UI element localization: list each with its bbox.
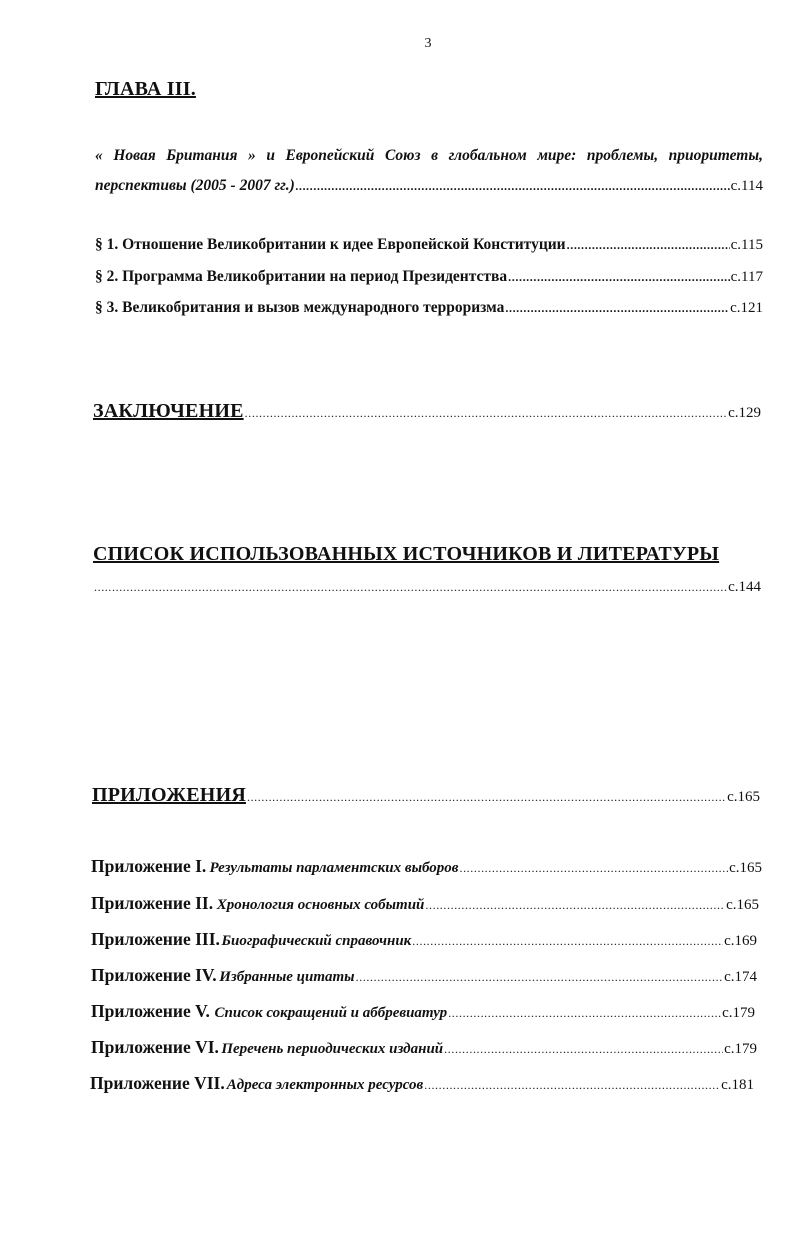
chapter-title-word: Союз <box>384 147 421 164</box>
toc-entry-paragraph-2 <box>95 268 763 286</box>
chapter-title-word: в <box>431 147 439 164</box>
dot-leader <box>567 236 730 254</box>
dot-leader <box>356 968 723 986</box>
dot-leader <box>412 932 723 950</box>
toc-entry-sources <box>93 578 761 596</box>
appendix-title: Результаты парламентских выборов <box>209 860 459 876</box>
appendix-page: с.174 <box>724 969 757 985</box>
appendix-title: Хронология основных событий <box>216 897 425 913</box>
appendix-entry-4 <box>91 965 757 986</box>
conclusion-page: с.129 <box>728 405 761 421</box>
appendix-label: Приложение VI. <box>91 1037 219 1057</box>
toc-entry-appendices <box>92 784 760 807</box>
page-number: 3 <box>424 36 432 51</box>
appendix-title: Биографический справочник <box>221 933 412 949</box>
chapter-title-line2-text: перспективы (2005 - 2007 гг.) <box>95 177 295 194</box>
sources-page: с.144 <box>728 579 761 595</box>
chapter-title-word: Британия <box>166 147 238 164</box>
appendix-title: Перечень периодических изданий <box>221 1041 444 1057</box>
chapter-title-word: глобальном <box>448 147 527 164</box>
appendix-entry-3 <box>91 929 757 950</box>
chapter-title <box>95 141 763 201</box>
appendix-label: Приложение III. <box>91 929 220 949</box>
appendix-page: с.165 <box>726 897 759 913</box>
dot-leader <box>296 171 730 201</box>
dot-leader <box>424 1076 720 1094</box>
toc-entry-paragraph-1 <box>95 236 763 254</box>
appendix-entry-7 <box>90 1073 754 1094</box>
chapter-title-word: « <box>95 147 103 164</box>
dot-leader <box>508 268 729 286</box>
appendix-label: Приложение I. <box>91 856 207 876</box>
appendix-entry-1 <box>91 856 762 877</box>
chapter-title-word: » <box>248 147 256 164</box>
dot-leader <box>505 299 729 317</box>
dot-leader <box>448 1004 721 1022</box>
chapter-title-word: проблемы, <box>586 147 659 164</box>
chapter-title-word: приоритеты, <box>668 147 763 164</box>
appendix-page: с.179 <box>724 1041 757 1057</box>
paragraph-page: с.117 <box>730 269 763 285</box>
dot-leader <box>245 404 727 422</box>
dot-leader <box>425 896 725 914</box>
paragraph-title: § 2. Программа Великобритании на период Президентства <box>95 268 508 285</box>
conclusion-heading: ЗАКЛЮЧЕНИЕ <box>93 400 244 422</box>
appendix-title: Адреса электронных ресурсов <box>226 1077 424 1093</box>
appendices-page: с.165 <box>727 789 760 805</box>
appendix-label: Приложение II. <box>91 893 214 913</box>
appendix-entry-6 <box>91 1037 757 1058</box>
toc-entry-conclusion <box>93 400 761 423</box>
chapter-title-word: и <box>266 147 275 164</box>
chapter-title-line1 <box>95 141 763 171</box>
sources-heading: СПИСОК ИСПОЛЬЗОВАННЫХ ИСТОЧНИКОВ И ЛИТЕРАТУРЫ <box>93 543 720 565</box>
appendix-page: с.179 <box>722 1005 755 1021</box>
chapter-page: с.114 <box>730 178 763 194</box>
dot-leader <box>444 1040 723 1058</box>
chapter-heading: ГЛАВА III. <box>95 78 196 100</box>
dot-leader <box>94 578 727 596</box>
appendices-heading: ПРИЛОЖЕНИЯ <box>92 784 246 806</box>
chapter-title-line2 <box>95 171 763 201</box>
appendix-title: Избранные цитаты <box>219 969 355 985</box>
appendix-page: с.169 <box>724 933 757 949</box>
paragraph-page: с.121 <box>730 300 763 316</box>
appendix-label: Приложение IV. <box>91 965 217 985</box>
paragraph-title: § 3. Великобритания и вызов международного терроризма <box>95 299 505 316</box>
appendix-entry-2 <box>91 893 759 914</box>
toc-entry-paragraph-3 <box>95 299 763 317</box>
appendix-label: Приложение V. <box>91 1001 210 1021</box>
dot-leader <box>459 859 728 877</box>
dot-leader <box>247 788 726 806</box>
appendix-page: с.181 <box>721 1077 754 1093</box>
paragraph-title: § 1. Отношение Великобритании к идее Европейской Конституции <box>95 236 566 253</box>
appendix-title: Список сокращений и аббревиатур <box>214 1005 448 1021</box>
appendix-page: с.165 <box>729 860 762 876</box>
appendix-label: Приложение VII. <box>90 1073 225 1093</box>
chapter-title-word: Новая <box>113 147 156 164</box>
paragraph-page: с.115 <box>730 237 763 253</box>
chapter-title-word: Европейский <box>285 147 375 164</box>
appendix-entry-5 <box>91 1001 755 1022</box>
chapter-title-word: мире: <box>537 147 577 164</box>
